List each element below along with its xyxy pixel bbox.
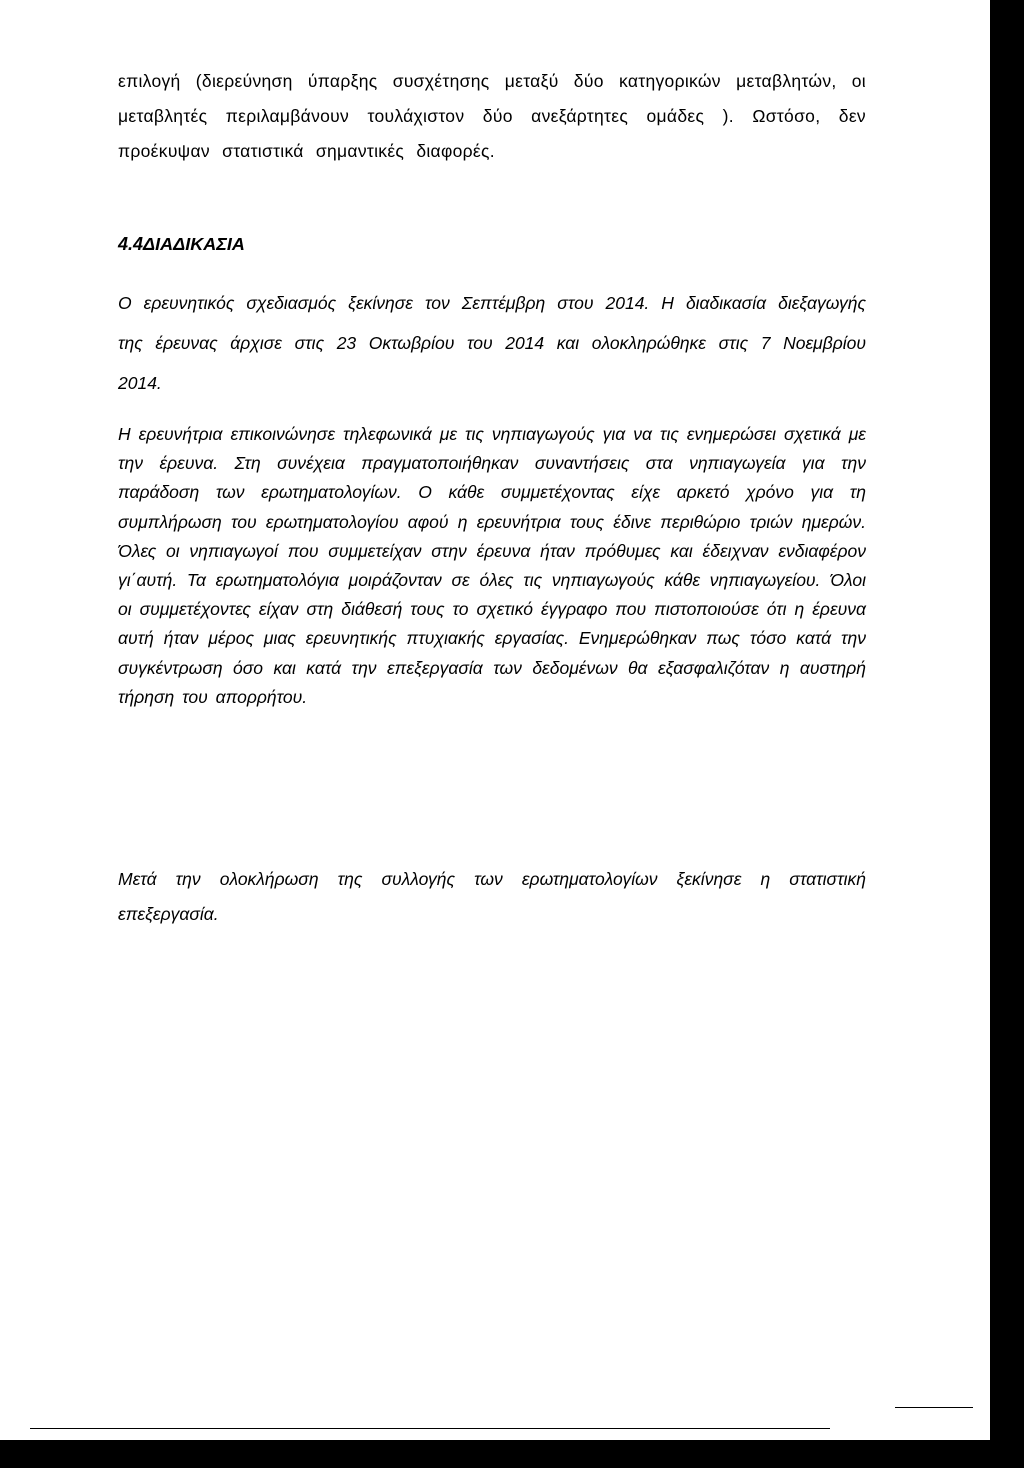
intro-paragraph: επιλογή (διερεύνηση ύπαρξης συσχέτησης μεταξύ δύο κατηγορικών μεταβλητών, οι μεταβλητές περιλαμβάνουν τουλάχιστον δύο ανεξάρτητες ομάδες ). Ωστόσο, δεν προέκυψαν στατιστικά σημαντικές διαφορές.	[118, 71, 866, 161]
statistical-analysis-paragraph: Μετά την ολοκλήρωση της συλλογής των ερωτηματολογίων ξεκίνησε η στατιστική επεξεργασία.	[118, 869, 866, 924]
research-design-paragraph: Ο ερευνητικός σχεδιασμός ξεκίνησε τον Σεπτέμβρη στου 2014. Η διαδικασία διεξαγωγής της έρευνας άρχισε στις 23 Οκτωβρίου του 2014 και ολοκληρώθηκε στις 7 Νοεμβρίου 2014.	[118, 293, 866, 393]
footer-rule-left	[30, 1428, 830, 1429]
footer-rule-right	[895, 1407, 973, 1408]
section-heading: 4.4ΔΙΑΔΙΚΑΣΙΑ	[118, 234, 245, 254]
procedure-paragraph: Η ερευνήτρια επικοινώνησε τηλεφωνικά με τις νηπιαγωγούς για να τις ενημερώσει σχετικά με την έρευνα. Στη συνέχεια πραγματοποιήθηκαν συναντήσεις στα νηπιαγωγεία για την παράδοση των ερωτηματολογίων. Ο κάθε συμμετέχοντας είχε αρκετό χρόνο για τη συμπλήρωση του ερωτηματολογίου αφού η ερευνήτρια τους έδινε περιθώριο τριών ημερών. Όλες οι νηπιαγωγοί που συμμετείχαν στην έρευνα ήταν πρόθυμες και έδειχναν ενδιαφέρον γι΄αυτή. Τα ερωτηματολόγια μοιράζονταν σε όλες τις νηπιαγωγούς κάθε νηπιαγωγείου. Όλοι οι συμμετέχοντες είχαν στη διάθεσή τους το σχετικό έγγραφο που πιστοποιούσε ότι η έρευνα αυτή ήταν μέρος μιας ερευνητικής πτυχιακής εργασίας. Ενημερώθηκαν πως τόσο κατά την συγκέντρωση όσο και κατά την επεξεργασία των δεδομένων θα εξασφαλιζόταν η αυστηρή τήρηση του απορρήτου.	[118, 424, 866, 707]
